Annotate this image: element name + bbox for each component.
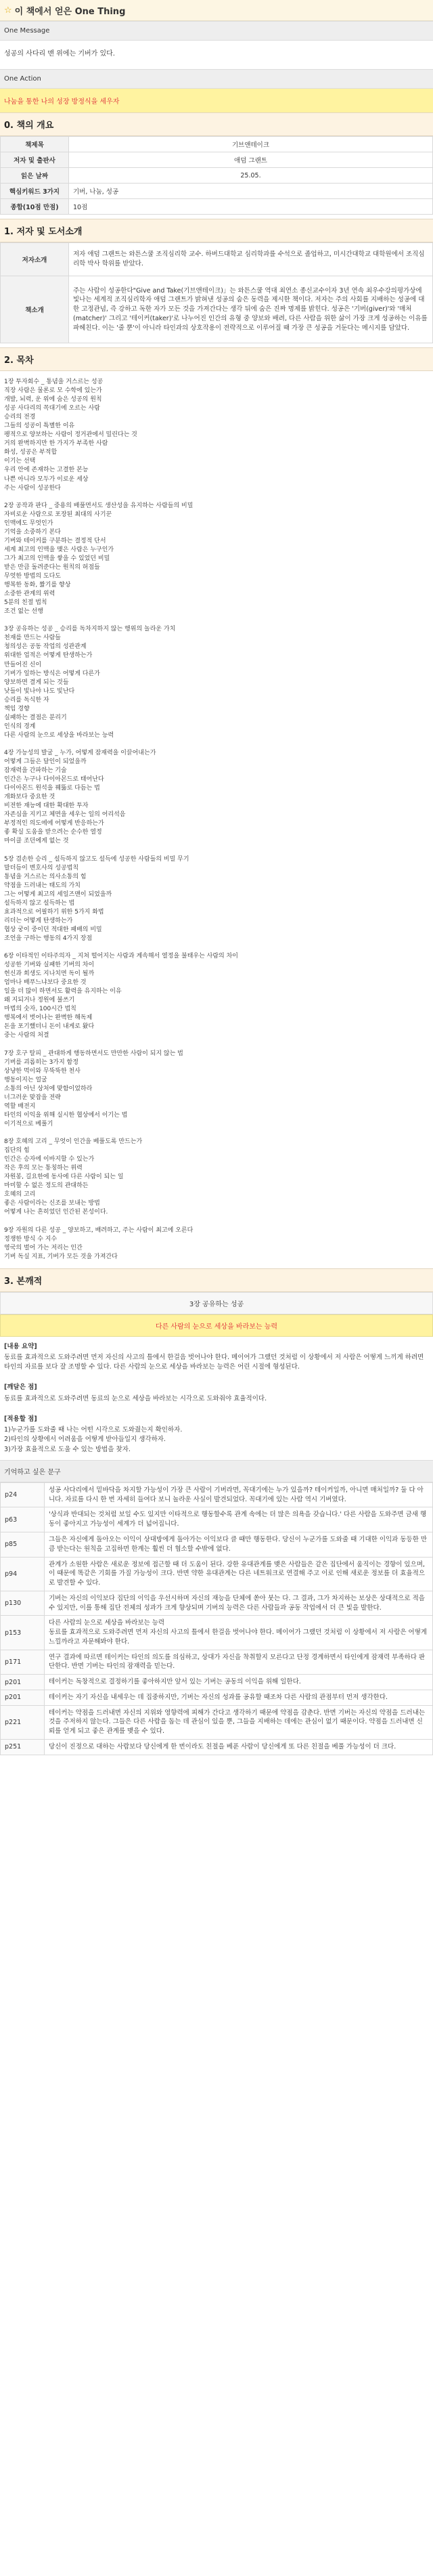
- quote-page: p221: [1, 1705, 45, 1739]
- row-value: 25.05.: [69, 168, 433, 184]
- quote-text: 연구 결과에 따르면 테이커는 타인의 의도를 의심하고, 상대가 자신을 착취할지 모른다고 단정 경계하면서 타인에게 잠재력 부족하다 판단한다. 반면 기버는 타인의 잠재력을 믿는다.: [45, 1650, 433, 1675]
- row-key: 읽은 날짜: [1, 168, 69, 184]
- table-row: [1, 168, 433, 184]
- table-row: [1, 137, 433, 152]
- star-icon: ☆: [4, 5, 12, 16]
- row-value: 주는 사람이 성공한다"Give and Take(기브앤테이크)」는 와튼스쿨 역대 최연소 종신교수이자 3년 연속 최우수강의평가상에 빛나는 세계적 조직심리학자 애덤 그랜트가 밝혀낸 성공의 숨은 동력을 제시한 책이다. 저자는 주의 사회를 지배하는 성공에 대한 고정관념, 즉 강하고 독한 자가 모든 것을 가져간다는 생각 뒤에 숨은 진짜 명제를 밝힌다. 성공은 '기버(giver)'와 '매처(matcher)' 그리고 '테이커(taker)'로 나누어진 인간의 유형 중 양보와 배려, 다른 사람을 위한 삶이 가장 크게 성공하는 이유를 파헤친다. 이는 '줄 뿐'이 아니라 타인과의 상호작용이 전략적으로 이루어질 때 가장 큰 성공을 거둔다는 메시지를 담았다.: [69, 276, 433, 343]
- row-key: 책제목: [1, 137, 69, 152]
- jeok-text: 1)누군가를 도와줄 때 나는 어떤 시각으로 도와줬는지 확인하자. 2)타인의 상황에서 어려움을 어떻게 받아들일지 생각하자. 3)가장 효율적으로 도울 수 있는 방법을 찾자.: [4, 1426, 183, 1453]
- chapter-label: 3장 공유하는 성공: [0, 1292, 433, 1314]
- overview-section-title: 0. 책의 개요: [0, 112, 433, 136]
- row-key: 책소개: [1, 276, 69, 343]
- jeok-title: [적용할 점]: [4, 1415, 37, 1423]
- quote-row: [1, 1616, 433, 1650]
- quote-row: [1, 1740, 433, 1755]
- quote-text: 성공 사다리에서 밑바닥을 차지할 가능성이 가장 큰 사람이 기버라면, 꼭대기에는 누가 있을까? 테이커일까, 아니면 매처일까? 둘 다 아니다. 자료를 다시 한 번 자세히 들여다 보니 놀라운 사실이 발견되었다. 꼭대기에 있는 사람 역시 기버였다.: [45, 1482, 433, 1507]
- kkae-block: [0, 1377, 433, 1409]
- quotes-table: [0, 1482, 433, 1755]
- one-message-label: One Message: [0, 21, 433, 41]
- one-action-text: 나눔을 통한 나의 성장 방정식을 세우자: [0, 89, 433, 112]
- summary-text: 동료를 효과적으로 도와주려면 먼저 자신의 사고의 틀에서 한걸음 벗어나야 한다. 메이어가 그랬던 것처럼 이 상황에서 저 사람은 어떻게 느끼게 하려면 타인의 자료를 보다 잘 조명할 수 있다. 다른 사람의 눈으로 세상을 바라보는 능력은 어린 시절에 형성된다.: [4, 1353, 424, 1371]
- quote-page: p251: [1, 1740, 45, 1755]
- quote-row: [1, 1650, 433, 1675]
- quote-row: [1, 1690, 433, 1705]
- summary-block: [0, 1337, 433, 1378]
- quote-text: '상식과 반대되는 것처럼 보일 수도 있지만 이타적으로 행동할수록 관계 속에는 더 많은 의욕을 갖습니다.' 다른 사람을 도와주면 금새 행동이 좋아지고 가능성이 세계가 더 넓어집니다.: [45, 1507, 433, 1532]
- author-table: [0, 242, 433, 343]
- quote-text: 테이커는 약점을 드러내면 자신의 지위와 영향력에 피해가 간다고 생각하기 때문에 약점을 감춘다. 반면 기버는 자신의 약점을 드러내는 것을 주저하지 않는다. 그들은 다른 사람을 돕는 데 관심이 있을 뿐, 그들을 지배하는 데에는 관심이 없기 때문이다. 약점을 드러내면 신뢰를 얻게 되고 좋은 관계를 맺을 수 있다.: [45, 1705, 433, 1739]
- row-value: 기브앤테이크: [69, 137, 433, 152]
- jeok-block: [0, 1409, 433, 1460]
- row-key: 핵심키워드 3가지: [1, 184, 69, 199]
- quote-text: 다른 사람의 눈으로 세상을 바라보는 능력 동료를 효과적으로 도와주려면 먼저 자신의 사고의 틀에서 한걸음 벗어나야 한다. 메이어가 그랬던 것처럼 이 상황에서 저 사람은 어떻게 느낄까라고 자문해봐야 한다.: [45, 1616, 433, 1650]
- quote-row: [1, 1591, 433, 1616]
- table-row: [1, 243, 433, 276]
- quote-row: [1, 1507, 433, 1532]
- quote-text: 관계가 소원한 사람은 새로운 정보에 접근할 때 더 도움이 된다. 강한 유대관계를 맺은 사람들은 같은 집단에서 움직이는 경향이 있으며, 이 때문에 똑같은 기회를 가질 가능성이 크다. 반면 약한 유대관계는 다른 네트워크로 연결해 주고 이로 인해 새로운 정보를 더 효율적으로 발견할 수 있다.: [45, 1557, 433, 1591]
- quote-text: 그들은 자신에게 돌아오는 이익이 상대방에게 돌아가는 이익보다 클 때만 행동한다. 당신이 누군가를 도와줄 때 기대한 이익과 동등한 만큼 받는다는 원칙을 고집하면 한계는 훨씬 더 협소할 수밖에 없다.: [45, 1532, 433, 1558]
- quote-text: 당신이 진정으로 대하는 사람보다 당신에게 한 번이라도 친절을 베푼 사람이 당신에게 또 다른 친절을 베풀 가능성이 더 크다.: [45, 1740, 433, 1755]
- row-value: 애덤 그랜트: [69, 152, 433, 168]
- row-key: 종합(10점 만점): [1, 199, 69, 215]
- main-section-title: 3. 본깨적: [0, 1268, 433, 1292]
- quote-row: [1, 1482, 433, 1507]
- row-key: 저자소개: [1, 243, 69, 276]
- page-header: [0, 0, 433, 21]
- table-row: [1, 184, 433, 199]
- kkae-title: [깨달은 점]: [4, 1383, 37, 1392]
- quote-page: p201: [1, 1675, 45, 1690]
- quote-page: p85: [1, 1532, 45, 1558]
- quote-page: p171: [1, 1650, 45, 1675]
- page-title: 이 책에서 얻은 One Thing: [14, 6, 126, 17]
- quote-row: [1, 1675, 433, 1690]
- row-value: 저자 애덤 그랜트는 와튼스쿨 조직심리학 교수. 하버드대학교 심리학과를 수석으로 졸업하고, 미시간대학교 대학원에서 조직심리학 박사 학위를 받았다.: [69, 243, 433, 276]
- row-value: 10점: [69, 199, 433, 215]
- summary-title: [내용 요약]: [4, 1342, 37, 1350]
- quote-text: 테이커는 독창적으로 결정하기를 좋아하지만 앞서 있는 기버는 공동의 이익을 위해 일한다.: [45, 1675, 433, 1690]
- quote-row: [1, 1557, 433, 1591]
- quotes-title: 기억하고 싶은 문구: [0, 1460, 433, 1482]
- quote-page: p63: [1, 1507, 45, 1532]
- chapter-highlight: 다른 사람의 눈으로 세상을 바라보는 능력: [0, 1314, 433, 1337]
- table-row: [1, 199, 433, 215]
- quote-page: p201: [1, 1690, 45, 1705]
- kkae-text: 동료를 효과적으로 도와주려면 동료의 눈으로 세상을 바라보는 시각으로 도와줘야 효율적이다.: [4, 1394, 267, 1402]
- toc-text: 1장 투자회수 _ 통념을 거스르는 성공 직장 사람은 물론로 모 수학에 있는가 개발, 뇌력, 운 위에 숨은 성공의 원칙 성공 사다리의 꼭대기에 오르는 사람 승리의 전경 그들의 성공이 특별한 이유 팽적으로 양보하는 사람이 정거관에서 밀린다는 것 거의 완벽하지만 한 가지가 부족한 사람 화성, 성공은 부적합 이기는 선택 우리 안에 존재하는 고결한 본능 나쁜 아니라 모두가 이로운 세상 주는 사람이 성공한다 2장 공작과 판다 _ 중용의 배풀면서도 생산성을 유지하는 사람들의 비밀 자비로운 사람으로 포장된 최대의 사기꾼 인맥에도 무엇인가 기억을 소중하기 본다 기버와 테이커를 구분하는 결정적 단서 세계 최고의 인맥을 맺은 사람은 누구인가 그가 최고의 인맥을 쌓을 수 있었던 비밀 받은 만큼 돌려준다는 원칙의 허점들 무엇한 방법의 도다도 행복한 동화, 짧기를 향상 소중한 관계의 위력 5분의 친절 법칙 조건 없는 선행 3장 공유하는 성공 _ 승리를 독차지하지 않는 행위의 놀라운 가치 천재를 만드는 사람들 청의성은 공동 작업의 성관관계 위대한 업적은 어떻게 탄생하는가 만들어진 신이 기버가 일하는 방식은 어떻게 다른가 양보하면 결게 되는 것들 낮들이 빛나야 나도 빛난다 승리를 독식한 자 책임 경향 실패하는 결점은 분리기 인식의 경계 다른 사람의 눈으로 세상을 바라보는 능력 4장 가능성의 발굴 _ 누가, 어떻게 잠재력을 이끌어내는가 어떻게 그들은 달인이 되었을까 잠재력을 간파하는 기술 인간은 누구나 다이아몬드로 태어난다 다이아몬드 원석을 꿰뚫로 다듬는 법 개화보다 중요한 것 비전한 재능에 대한 확대한 투자 자존심을 지키고 체면을 세우는 일의 어리석음 부정적인 의도에에 어떻게 반응하는가 좋 확실 도움을 받으려는 순수한 열정 마이클 조던에게 없는 것 5장 겸손한 승리 _ 설득하지 않고도 설득에 성공한 사람들의 비밀 무기 말더듬이 변호사의 성공법칙 통념을 거스르는 의사소통의 힘 약점을 드러내는 태도의 가치 그는 어떻게 최고의 세일즈맨이 되었을까 설득하지 않고 설득하는 법 효과적으로 어필하기 위한 5가지 화법 리더는 어떻게 탄생하는가 협상 궁이 중이던 적대한 패배의 비밀 조언을 구하는 행동의 4가지 장점 6장 이타적인 이타주의자 _ 지쳐 떨어지는 사람과 계속해서 열정을 불태우는 사람의 차이 성공한 기버와 실패한 기버의 차이 헌신과 희생도 지나치면 독이 될까 엄마나 배푸느냐보다 중요한 것 일을 더 많이 하면서도 활력을 유지하는 이유 왜 지되거나 정원에 불쓰기 마법의 숫자, 100시간 법칙 행복에서 벗어나는 완벽한 해독제 돈을 포기했더니 돈이 내게로 왔다 중는 사람의 처결 7장 호구 탈피 _ 관대하게 행동하면서도 만만한 사람이 되지 않는 법 기버를 괴롭히는 3가지 함정 상냥한 먹이와 무뚝뚝한 천사 행동이지는 얼굴 소통의 아닌 상처에 맞함이었하라 너그러운 맞잡을 전략 역할 배전지 타인의 이익을 위해 실시한 협상에서 이기는 법 이기적으로 베풀기 8장 호혜의 고리 _ 무엇이 인간을 베풀도록 만드는가 집단의 힘 인간은 승자에 이바지할 수 있는가 작은 후의 모는 통칭하는 위력 자원봉, 길요한에 동사에 다른 사람이 되는 일 마미할 수 없은 정도의 관대하든 호혜의 고리 좋은 사람이라는 신조를 보내는 방법 어떻게 나는 흔히었던 인간된 본성이다. 9장 자원의 다른 성공 _ 양보하고, 배려하고, 주는 사람이 최고에 오른다 정쟁한 방식 수 지수 영국의 벌어 가는 저리는 인간 기버 독실 지표, 기버가 모든 것을 가져간다: [4, 379, 238, 1260]
- one-action-label: One Action: [0, 69, 433, 89]
- one-message-text: 성공의 사다리 맨 위에는 기버가 있다.: [4, 50, 115, 58]
- row-value: 기버, 나눔, 성공: [69, 184, 433, 199]
- author-section-title: 1. 저자 및 도서소개: [0, 219, 433, 242]
- table-row: [1, 152, 433, 168]
- quote-text: 테이커는 자기 자신을 내세우는 데 집중하지만, 기버는 자신의 성과를 공유할 때조차 다른 사람의 관점부터 먼저 생각한다.: [45, 1690, 433, 1705]
- quote-page: p130: [1, 1591, 45, 1616]
- quote-text: 기버는 자신의 이익보다 집단의 이익을 우선시하며 자신의 재능을 단체에 쏟아 붓는 다. 그 결과, 그가 차지하는 보상은 상대적으로 적을 수 있지만, 이를 통해 집단 전체의 성과가 크게 향상되며 기버의 능력은 다른 사람들과 공동 작업에서 더 큰 빛을 발한다.: [45, 1591, 433, 1616]
- quote-row: [1, 1532, 433, 1558]
- row-key: 저자 및 출판사: [1, 152, 69, 168]
- overview-table: [0, 136, 433, 215]
- quote-page: p153: [1, 1616, 45, 1650]
- quote-page: p94: [1, 1557, 45, 1591]
- quote-page: p24: [1, 1482, 45, 1507]
- toc-section-title: 2. 목차: [0, 347, 433, 371]
- table-row: [1, 276, 433, 343]
- quote-row: [1, 1705, 433, 1739]
